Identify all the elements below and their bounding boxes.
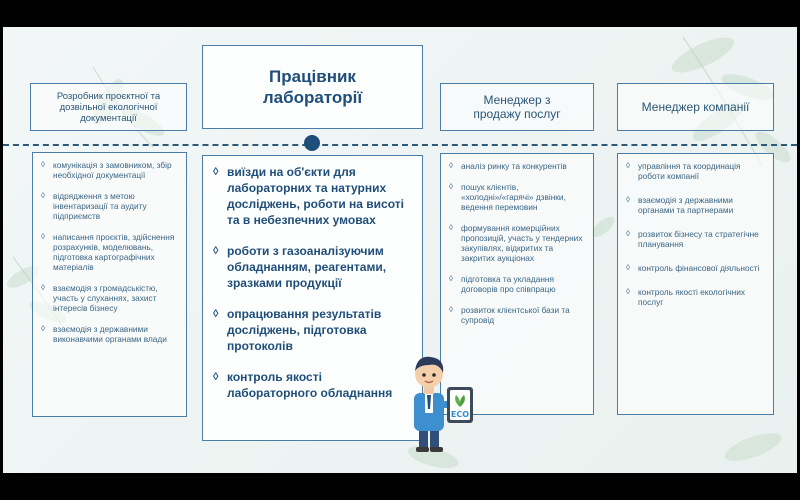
dashed-divider: [3, 144, 797, 146]
diamond-bullet-icon: ◊: [449, 305, 453, 314]
header-sales-manager: [440, 83, 594, 131]
diamond-bullet-icon: ◊: [449, 223, 453, 232]
diamond-bullet-icon: ◊: [41, 324, 45, 333]
diamond-bullet-icon: ◊: [626, 263, 630, 272]
list-item: ◊ комунікація з замовником, збір необхідної документації: [41, 160, 172, 180]
slide: [3, 27, 797, 473]
lab-worker-duties-list: [202, 155, 423, 441]
diamond-bullet-icon: ◊: [41, 232, 45, 241]
diamond-bullet-icon: ◊: [449, 161, 453, 170]
header-lab-worker-title: Працівник лабораторії: [262, 67, 363, 107]
diamond-bullet-icon: ◊: [626, 195, 630, 204]
list-item: ◊ підготовка та укладання договорів про співпрацю: [449, 274, 556, 294]
diamond-bullet-icon: ◊: [213, 308, 219, 320]
list-item: ◊ взаємодія з державними виконавчими органами влади: [41, 324, 167, 344]
list-item: ◊ опрацювання результатів досліджень, підготовка протоколів: [213, 307, 382, 353]
list-item: ◊ управління та координація роботи компанії: [626, 161, 741, 181]
diamond-bullet-icon: ◊: [213, 371, 219, 383]
diamond-bullet-icon: ◊: [449, 182, 453, 191]
header-company-manager-title: Менеджер компанії: [641, 100, 750, 114]
list-item: ◊ контроль якості лабораторного обладнання: [213, 370, 393, 400]
header-developer-title: Розробник проєктної та дозвільної екологічної документації: [56, 90, 161, 124]
header-company-manager: [617, 83, 774, 131]
list-item: ◊ роботи з газоаналізуючим обладнанням, реагентами, зразками продукції: [213, 244, 387, 290]
list-item: ◊ аналіз ринку та конкурентів: [449, 161, 567, 171]
diamond-bullet-icon: ◊: [213, 245, 219, 257]
list-item: ◊ написання проєктів, здійснення розрахунків, моделювань, підготовка картографічних матеріалів: [41, 232, 175, 272]
developer-duties-list: [32, 152, 187, 417]
list-item: ◊ виїзди на об'єкти для лабораторних та натурних досліджень, роботи на висоті та в небезпечних умовах: [213, 165, 404, 227]
diamond-bullet-icon: ◊: [626, 229, 630, 238]
list-item: ◊ відрядження з метою інвентаризації та аудиту підприємств: [41, 191, 147, 221]
company-manager-duties-list: [617, 153, 774, 415]
list-item: ◊ контроль фінансової діяльності: [626, 263, 760, 273]
eco-label: ECO: [450, 410, 470, 419]
header-sales-manager-title: Менеджер з продажу послуг: [473, 93, 561, 121]
diamond-bullet-icon: ◊: [626, 287, 630, 296]
diamond-bullet-icon: ◊: [213, 166, 219, 178]
list-item: ◊ взаємодія з громадськістю, участь у слуханнях, захист інтересів бізнесу: [41, 283, 158, 313]
diamond-bullet-icon: ◊: [41, 191, 45, 200]
list-item: ◊ пошук клієнтів, «холодні»/«гарячі» дзвінки, ведення перемовин: [449, 182, 566, 212]
diamond-bullet-icon: ◊: [626, 161, 630, 170]
list-item: ◊ взаємодія з державними органами та партнерами: [626, 195, 734, 215]
list-item: ◊ розвиток бізнесу та стратегічне планування: [626, 229, 759, 249]
header-developer: [30, 83, 187, 131]
diamond-bullet-icon: ◊: [41, 283, 45, 292]
diamond-bullet-icon: ◊: [41, 160, 45, 169]
list-item: ◊ розвиток клієнтської бази та супровід: [449, 305, 570, 325]
eco-worker-illustration: [399, 347, 479, 453]
diamond-bullet-icon: ◊: [449, 274, 453, 283]
header-lab-worker: [202, 45, 423, 129]
list-item: ◊ контроль якості екологічних послуг: [626, 287, 746, 307]
timeline-dot: [304, 135, 320, 151]
list-item: ◊ формування комерційних пропозицій, участь у тендерних закупівлях, відкритих та закритих аукціонах: [449, 223, 583, 263]
